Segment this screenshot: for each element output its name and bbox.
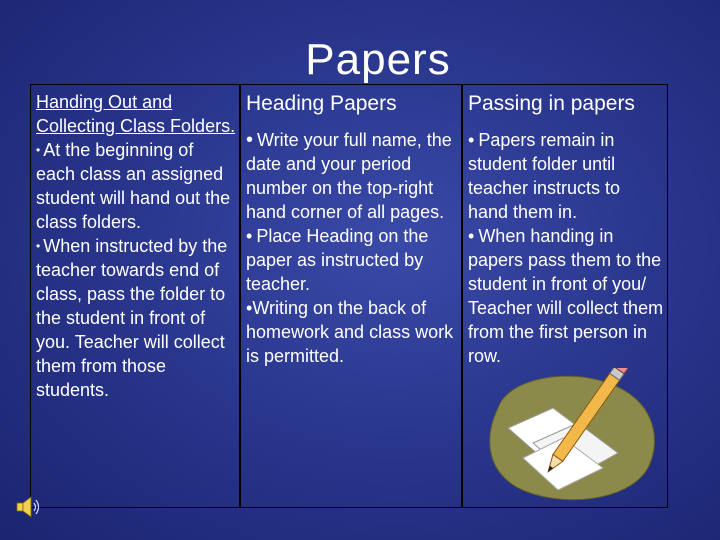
column-heading-papers-item-3: •Writing on the back of homework and class work is permitted. — [246, 298, 454, 366]
column-heading-papers-item-2: • Place Heading on the paper as instructed by teacher. — [246, 226, 429, 294]
column-heading-papers-item-1: • Write your full name, the date and your period number on the top-right hand corner of all pages. — [246, 129, 452, 222]
column-divider-2 — [461, 84, 463, 508]
column-passing-papers — [468, 90, 664, 368]
slide-title: Papers — [305, 35, 451, 84]
bullet-icon: • — [468, 130, 475, 150]
column-folders-item-1: • At the beginning of each class an assigned student will hand out the class folders. — [36, 140, 231, 232]
column-folders — [36, 90, 236, 402]
column-heading-papers — [246, 90, 458, 368]
column-folders-item-2: • When instructed by the teacher towards end of class, pass the folder to the student in front of you. Teacher will collect them from those students. — [36, 236, 228, 400]
bullet-icon: • — [36, 143, 41, 157]
bullet-icon: • — [246, 298, 253, 318]
bullet-icon: • — [468, 226, 475, 246]
column-passing-papers-item-2: • When handing in papers pass them to the student in front of you/ Teacher will collect them from the first person in row. — [468, 226, 664, 366]
column-passing-papers-item-1: • Papers remain in student folder until teacher instructs to hand them in. — [468, 130, 621, 222]
bullet-icon: • — [246, 226, 253, 246]
column-heading-papers-heading: Heading Papers — [246, 92, 397, 115]
bullet-icon: • — [36, 239, 41, 253]
column-divider-1 — [239, 84, 241, 508]
bullet-icon: • — [246, 129, 254, 151]
pencil-paper-clipart — [478, 368, 668, 508]
column-passing-papers-heading: Passing in papers — [468, 92, 635, 115]
speaker-icon[interactable] — [14, 494, 42, 520]
column-folders-heading: Handing Out and Collecting Class Folders. — [36, 92, 236, 136]
